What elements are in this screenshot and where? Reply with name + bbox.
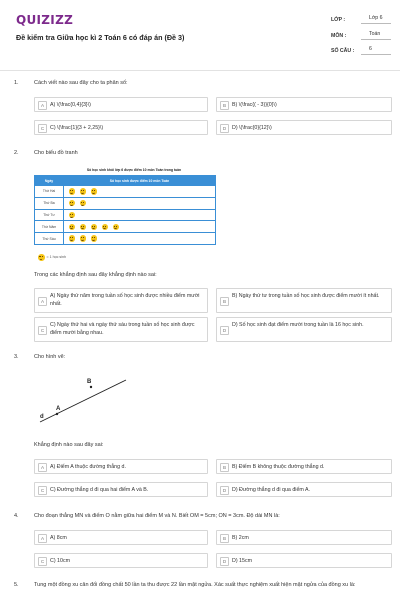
chart-legend [38, 254, 66, 261]
question-number: 1. [14, 80, 19, 86]
option-text: C) Ngày thứ hai và ngày thứ sáu trong tuần số học sinh được điểm mười bằng nhau. [50, 321, 195, 336]
chart-row [35, 221, 216, 233]
chart-icon-cell [64, 197, 216, 209]
question-text: Cho hình vẽ: [34, 354, 66, 360]
question-number: 2. [14, 150, 19, 156]
option-letter: D [220, 557, 229, 566]
chart-header-count: Số học sinh được điểm 10 môn Toán [64, 176, 216, 186]
option-text: A) \(\frac{0,4}{3}\) [50, 101, 91, 108]
smiley-icon [91, 224, 98, 231]
chart-category-label: Thứ Tư [35, 209, 64, 221]
option-text: A) Ngày thứ năm trong tuần số học sinh được nhiều điểm mười nhất. [50, 292, 200, 307]
option-c[interactable] [34, 553, 208, 568]
option-text: D) \(\frac{0}{12}\) [232, 124, 272, 131]
option-text: B) 2cm [232, 534, 249, 541]
option-text: C) 10cm [50, 557, 71, 564]
chart-header-row [35, 176, 216, 186]
option-text: A) 8cm [50, 534, 67, 541]
chart-row [35, 209, 216, 221]
option-a[interactable] [34, 288, 208, 313]
meta-value-grade: Lớp 6 [361, 14, 391, 24]
quizizz-logo[interactable]: QUIZIZZ [16, 13, 74, 27]
option-b[interactable] [216, 459, 392, 474]
smiley-icon [80, 200, 87, 207]
smiley-icon [80, 188, 87, 195]
point-a-dot [56, 413, 58, 415]
option-b[interactable] [216, 97, 392, 112]
option-d[interactable] [216, 482, 392, 497]
option-text: A) Điểm A thuộc đường thẳng d. [50, 463, 126, 470]
smiley-icon [69, 224, 76, 231]
smiley-icon [91, 188, 98, 195]
option-letter: C [38, 557, 47, 566]
chart-icon-cell [64, 221, 216, 233]
option-letter: D [220, 486, 229, 495]
question-prompt: Trong các khẳng định sau đây khẳng định nào sai: [34, 272, 157, 278]
option-letter: B [220, 101, 229, 110]
option-c[interactable] [34, 482, 208, 497]
line-d [40, 380, 126, 422]
smiley-icon [38, 254, 45, 261]
question-prompt: Khẳng định nào sau đây sai: [34, 442, 104, 448]
option-letter: B [220, 534, 229, 543]
smiley-icon [80, 235, 87, 242]
smiley-icon [69, 188, 76, 195]
option-a[interactable] [34, 97, 208, 112]
option-text: D) 15cm [232, 557, 253, 564]
meta-label-count: SỐ CÂU : [331, 48, 355, 54]
option-text: D) Đường thẳng d đi qua điểm A. [232, 486, 310, 493]
line-d-label: d [40, 414, 44, 420]
option-text: B) \(\frac{( - 3)}{0}\) [232, 101, 277, 108]
point-a-label: A [56, 406, 61, 412]
option-letter: A [38, 297, 47, 306]
option-b[interactable] [216, 530, 392, 545]
worksheet-header [0, 0, 400, 62]
option-a[interactable] [34, 459, 208, 474]
option-letter: D [220, 326, 229, 335]
option-letter: C [38, 124, 47, 133]
chart-category-label: Thứ Ba [35, 197, 64, 209]
chart-category-label: Thứ Năm [35, 221, 64, 233]
chart-category-label: Thứ Hai [35, 186, 64, 198]
header-divider [0, 70, 400, 71]
option-b[interactable] [216, 288, 392, 313]
page-title: Đề kiểm tra Giữa học kì 2 Toán 6 có đáp án (Đề 3) [16, 33, 185, 42]
smiley-icon [69, 200, 76, 207]
question-text: Tung một đồng xu cân đối đồng chất 50 lần ta thu được 22 lần mặt ngửa. Xác suất thực nghiệm xuất hiện mặt ngửa của đồng xu là: [34, 582, 356, 588]
smiley-icon [113, 224, 120, 231]
smiley-icon [102, 224, 109, 231]
option-text: D) Số học sinh đạt điểm mười trong tuần là 16 học sinh. [232, 321, 364, 328]
option-c[interactable] [34, 317, 208, 342]
option-letter: B [220, 297, 229, 306]
smiley-icon [69, 212, 76, 219]
option-d[interactable] [216, 120, 392, 135]
option-text: C) Đường thẳng d đi qua hai điểm A và B. [50, 486, 149, 493]
option-letter: D [220, 124, 229, 133]
smiley-icon [69, 235, 76, 242]
pictograph-table [34, 175, 216, 245]
question-number: 3. [14, 354, 19, 360]
chart-title: Số học sinh khối lớp 6 được điểm 10 môn Toán trong tuần [86, 168, 182, 172]
smiley-icon [80, 224, 87, 231]
option-letter: B [220, 463, 229, 472]
chart-row [35, 186, 216, 198]
chart-icon-cell [64, 209, 216, 221]
option-letter: C [38, 326, 47, 335]
meta-value-subject: Toán [361, 30, 391, 40]
option-letter: A [38, 534, 47, 543]
meta-value-count: 6 [361, 45, 391, 55]
chart-icon-cell [64, 186, 216, 198]
chart-row [35, 197, 216, 209]
legend-text: = 1 học sinh [46, 255, 66, 260]
question-text: Cách viết nào sau đây cho ta phân số: [34, 80, 128, 86]
question-text: Cho biểu đồ tranh [34, 150, 78, 156]
meta-label-subject: MÔN : [331, 33, 347, 39]
option-text: B) Ngày thứ tư trong tuần số học sinh được điểm mười ít nhất. [232, 292, 380, 299]
point-b-label: B [87, 379, 92, 385]
chart-row [35, 233, 216, 245]
chart-header-day: Ngày [35, 176, 64, 186]
option-text: B) Điểm B không thuộc đường thẳng d. [232, 463, 325, 470]
point-b-dot [90, 386, 92, 388]
chart-category-label: Thứ Sáu [35, 233, 64, 245]
geometry-figure [34, 372, 134, 428]
option-a[interactable] [34, 530, 208, 545]
option-letter: A [38, 101, 47, 110]
question-number: 5. [14, 582, 19, 588]
option-c[interactable] [34, 120, 208, 135]
meta-label-grade: LỚP : [331, 17, 346, 23]
option-text: C) \(\frac{1}{3 + 2,25}\) [50, 124, 104, 131]
question-number: 4. [14, 513, 19, 519]
smiley-icon [91, 235, 98, 242]
option-d[interactable] [216, 553, 392, 568]
option-d[interactable] [216, 317, 392, 342]
pictograph-chart [34, 166, 216, 245]
option-letter: C [38, 486, 47, 495]
option-letter: A [38, 463, 47, 472]
question-text: Cho đoạn thẳng MN và điểm O nằm giữa hai điểm M và N. Biết OM = 5cm; ON = 3cm. Độ dài MN là: [34, 513, 280, 519]
chart-icon-cell [64, 233, 216, 245]
